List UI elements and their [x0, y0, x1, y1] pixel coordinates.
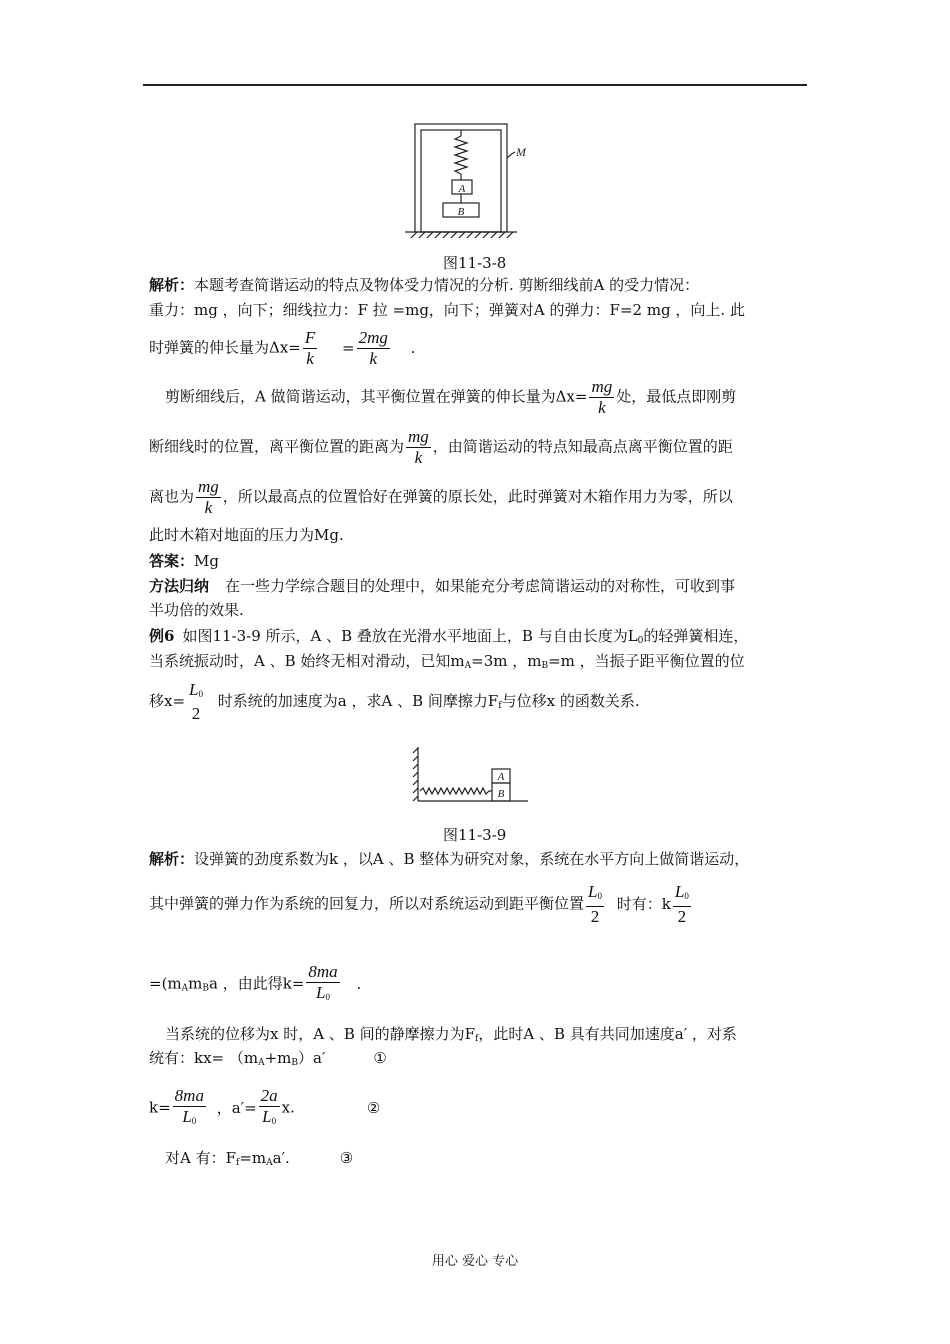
- example6-text1-tail: 的轻弹簧相连，: [643, 627, 749, 645]
- method-text1: 在一些力学综合题目的处理中，如果能充分考虑简谐运动的对称性，可收到事: [225, 577, 736, 595]
- analysis1-text4a: 剪断细线后，A 做简谐运动，其平衡位置在弹簧的伸长量为Δx=: [165, 387, 588, 406]
- analysis2-line3: $=(m_Am_Ba$ ，由此得k= $\frac{8ma}{L_0}$ .: [149, 962, 361, 1007]
- fraction-f-over-k: $\frac{F}{k}$: [304, 328, 316, 368]
- method-line1: [149, 576, 735, 596]
- example6-line2: 当系统振动时，A 、B 始终无相对滑动，已知$m_A=3m$ ，$m_B=m$ ，当振子距平衡位置的位: [149, 652, 745, 671]
- label-b: B: [497, 788, 505, 800]
- fraction-l0-over-2: $\frac{L_0}{2}$: [674, 882, 689, 926]
- figure1-caption: 图11-3-8: [443, 254, 507, 272]
- fraction-2mg-over-k: $\frac{2mg}{k}$: [358, 328, 388, 368]
- fraction-l0-over-2: $\frac{L_0}{2}$: [588, 882, 602, 926]
- analysis1-text5b: ，由简谐运动的特点知最高点离平衡位置的距: [432, 437, 733, 456]
- fraction-l0-over-2: $L_0$ 2: [189, 680, 203, 723]
- fraction-mg-over-k: $\frac{mg}{k}$: [408, 427, 429, 467]
- example6-line3: 移x= $L_0$ 2 时系统的加速度为a ，求A 、B 间摩擦力$F_f$与位移x 的函数关系.: [149, 680, 640, 723]
- analysis1-text6b: ，所以最高点的位置恰好在弹簧的原长处，此时弹簧对木箱作用力为零，所以: [222, 487, 733, 506]
- analysis1-text3a: 时弹簧的伸长量为Δx=: [149, 338, 301, 357]
- analysis1-line5: [149, 427, 733, 468]
- fraction-8ma-over-l0: $\frac{8ma}{L_0}$: [306, 962, 339, 1007]
- period: .: [410, 338, 416, 357]
- answer-value: Mg: [194, 552, 219, 570]
- fraction-mg-over-k: $\frac{mg}{k}$: [591, 377, 613, 417]
- label-b: B: [457, 206, 465, 218]
- analysis2-line6: k= $\frac{8ma}{L_0}$ ，a′= $\frac{2a}{L_0}$ x. ②: [149, 1086, 380, 1131]
- equals-sign: =: [342, 338, 355, 357]
- answer-head: 答案：: [149, 552, 195, 570]
- analysis2-text1: 设弹簧的劲度系数为k ，以A 、B 整体为研究对象，系统在水平方向上做简谐运动，: [194, 850, 750, 868]
- analysis1-line4: [165, 377, 736, 418]
- header-rule: [143, 84, 807, 86]
- example6-text1: 如图11-3-9 所示，A 、B 叠放在光滑水平地面上，B 与自由长度为L: [182, 627, 638, 645]
- analysis1-text1: 本题考查简谐运动的特点及物体受力情况的分析. 剪断细线前A 的受力情况：: [194, 276, 700, 294]
- label-a: A: [497, 771, 505, 783]
- analysis2-line4: 当系统的位移为x 时，A 、B 间的静摩擦力为$F_f$，此时A 、B 具有共同加速度a′ ，对系: [165, 1025, 737, 1044]
- analysis2-head: 解析：: [149, 850, 195, 868]
- method-head: 方法归纳: [149, 577, 210, 595]
- label-a: A: [458, 183, 466, 195]
- analysis2-line1: [149, 849, 749, 869]
- fraction-mg-over-k: $\frac{mg}{k}$: [198, 477, 219, 517]
- subscript: 0: [637, 636, 644, 646]
- analysis1-text4b: 处，最低点即刚剪: [616, 387, 737, 406]
- example6-line1: [149, 626, 748, 651]
- label-m: M: [516, 145, 526, 159]
- analysis1-head: 解析：: [149, 276, 195, 294]
- example6-head: 例6: [149, 627, 175, 645]
- analysis1-line2: 重力：mg ，向下；细线拉力：F 拉 =mg，向下；弹簧对A 的弹力：F=2 mg ，向上. 此: [149, 301, 745, 319]
- analysis2-line2: 其中弹簧的弹力作为系统的回复力，所以对系统运动到距平衡位置 $\frac{L_0}{2}$ 时有：k $\frac{L_0}{2}$: [149, 882, 689, 926]
- figure-spring-box: [405, 120, 535, 245]
- equation-mark-3: ③: [339, 1149, 354, 1167]
- analysis1-line1: [149, 275, 699, 295]
- figure2-caption: 图11-3-9: [443, 826, 507, 844]
- fraction-8ma-over-l0: $\frac{8ma}{L_0}$: [173, 1086, 206, 1131]
- analysis1-line6: [149, 477, 733, 518]
- analysis2-line7: 对A 有：$F_f=m_Aa'$. ③: [165, 1149, 354, 1168]
- equation-mark-1: ①: [373, 1049, 387, 1067]
- equation-mark-2: ②: [366, 1098, 381, 1117]
- analysis2-line5: 统有：$kx= (m_A+m_B)a'$ ①: [149, 1049, 387, 1068]
- method-line2: 半功倍的效果.: [149, 601, 244, 619]
- analysis1-line3: [149, 328, 415, 369]
- analysis1-line7: 此时木箱对地面的压力为Mg.: [149, 526, 344, 544]
- answer-line: [149, 551, 219, 571]
- figure-spring-blocks: [410, 745, 535, 805]
- analysis1-text6a: 离也为: [149, 487, 195, 506]
- page-footer: 用心 爱心 专心: [431, 1254, 519, 1269]
- fraction-2a-over-l0: $\frac{2a}{L_0}$: [259, 1086, 280, 1131]
- analysis1-text5a: 断细线时的位置，离平衡位置的距离为: [149, 437, 405, 456]
